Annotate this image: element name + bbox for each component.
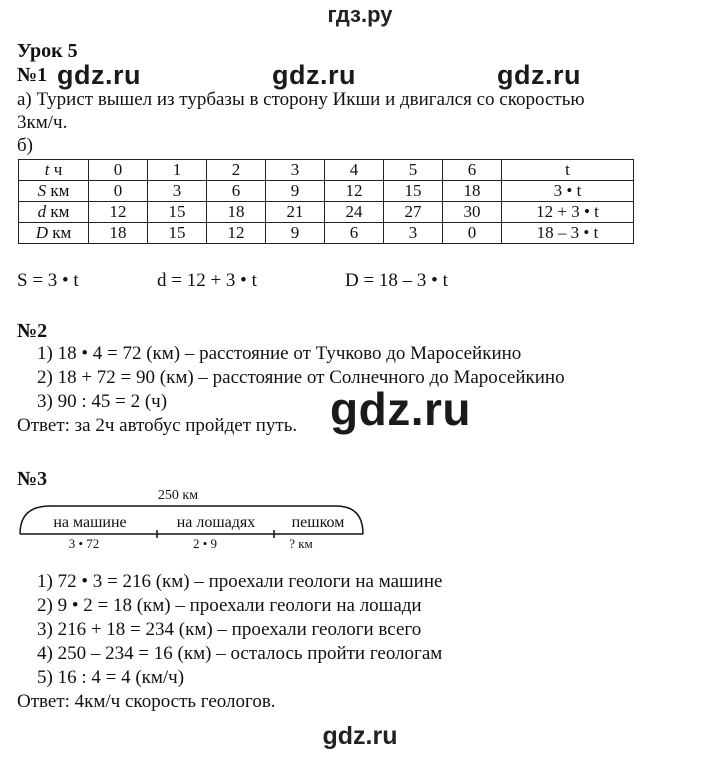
- task3-line-1: 1) 72 • 3 = 216 (км) – проехали геологи на машине: [37, 571, 443, 592]
- segment-horses-value: 2 • 9: [192, 536, 218, 551]
- table-cell: 12: [207, 223, 266, 244]
- site-footer: gdz.ru: [322, 722, 398, 750]
- row-header: [19, 202, 89, 223]
- segment-walk-label: пешком: [291, 514, 345, 531]
- formula-d-text: d = 12 + 3 • t: [157, 270, 257, 291]
- site-title: гдз.ру: [327, 2, 393, 27]
- watermark: gdz.ru: [330, 383, 471, 435]
- watermark: gdz.ru: [57, 60, 141, 90]
- table-cell: 9: [266, 223, 325, 244]
- lesson-title: Урок 5: [17, 40, 78, 62]
- table-row: [19, 223, 634, 244]
- table-cell: 0: [443, 223, 502, 244]
- table-cell: 3: [384, 223, 443, 244]
- table-cell: 24: [325, 202, 384, 223]
- table-cell: 6: [207, 181, 266, 202]
- row-header-unit: км: [46, 181, 70, 200]
- table-cell: 18: [443, 181, 502, 202]
- segment-walk-value: ? км: [289, 536, 313, 551]
- formula-s-text: S = 3 • t: [17, 270, 79, 291]
- task1-part-b: б): [17, 135, 33, 156]
- formula-D-text: D = 18 – 3 • t: [345, 270, 448, 291]
- formula-cell: 18 – 3 • t: [502, 223, 634, 244]
- table-cell: 18: [89, 223, 148, 244]
- task3-line-4: 4) 250 – 234 = 16 (км) – осталось пройти геологам: [37, 643, 443, 664]
- formula-cell: t: [502, 160, 634, 181]
- segment-car-label: на машине: [53, 514, 127, 531]
- table-cell: 18: [207, 202, 266, 223]
- row-header-variable: D: [35, 223, 48, 242]
- task3-number: №3: [17, 468, 48, 490]
- table-cell: 0: [89, 160, 148, 181]
- total-distance-label: 250 км: [157, 488, 199, 503]
- table-cell: 3: [266, 160, 325, 181]
- table-cell: 12: [325, 181, 384, 202]
- table-cell: 2: [207, 160, 266, 181]
- formula-d: [157, 270, 257, 292]
- table-cell: 27: [384, 202, 443, 223]
- row-header-unit: км: [48, 223, 72, 242]
- table-row: [19, 202, 634, 223]
- task3-answer: Ответ: 4км/ч скорость геологов.: [17, 691, 276, 712]
- formula-cell: 3 • t: [502, 181, 634, 202]
- task2-answer: Ответ: за 2ч автобус пройдет путь.: [17, 415, 298, 436]
- watermark: gdz.ru: [497, 60, 581, 90]
- task2-line-1: 1) 18 • 4 = 72 (км) – расстояние от Тучково до Маросейкино: [37, 343, 522, 364]
- table-cell: 1: [148, 160, 207, 181]
- segment-car-value: 3 • 72: [68, 536, 100, 551]
- table-cell: 6: [325, 223, 384, 244]
- table-cell: 30: [443, 202, 502, 223]
- row-header-variable: t: [44, 160, 50, 179]
- task1-part-a-line2: 3км/ч.: [17, 112, 68, 133]
- segment-horses-label: на лошадях: [176, 514, 256, 531]
- table-cell: 9: [266, 181, 325, 202]
- formula-s: [17, 270, 79, 292]
- formula-cell: 12 + 3 • t: [502, 202, 634, 223]
- table-cell: 15: [148, 202, 207, 223]
- row-header-variable: S: [37, 181, 47, 200]
- route-diagram: [0, 482, 400, 554]
- task1-part-a-line1: а) Турист вышел из турбазы в сторону Икши и двигался со скоростью: [17, 89, 585, 110]
- row-header-variable: d: [37, 202, 47, 221]
- values-table: [18, 159, 634, 244]
- row-header: [19, 181, 89, 202]
- task1-number: №1: [17, 64, 48, 86]
- table-cell: 15: [148, 223, 207, 244]
- row-header-unit: ч: [49, 160, 63, 179]
- table-cell: 15: [384, 181, 443, 202]
- task2-line-3: 3) 90 : 45 = 2 (ч): [37, 391, 168, 412]
- task3-line-3: 3) 216 + 18 = 234 (км) – проехали геологи всего: [37, 619, 422, 640]
- table-cell: 0: [89, 181, 148, 202]
- task2-number: №2: [17, 320, 48, 342]
- table-row: [19, 160, 634, 181]
- table-cell: 21: [266, 202, 325, 223]
- table-row: [19, 181, 634, 202]
- row-header: [19, 223, 89, 244]
- row-header-unit: км: [46, 202, 70, 221]
- task2-line-2: 2) 18 + 72 = 90 (км) – расстояние от Солнечного до Маросейкино: [37, 367, 565, 388]
- row-header: [19, 160, 89, 181]
- watermark: gdz.ru: [272, 60, 356, 90]
- table-cell: 3: [148, 181, 207, 202]
- formula-D: [345, 270, 448, 292]
- table-cell: 5: [384, 160, 443, 181]
- table-cell: 6: [443, 160, 502, 181]
- task3-line-2: 2) 9 • 2 = 18 (км) – проехали геологи на лошади: [37, 595, 422, 616]
- table-cell: 4: [325, 160, 384, 181]
- table-cell: 12: [89, 202, 148, 223]
- task3-line-5: 5) 16 : 4 = 4 (км/ч): [37, 667, 185, 688]
